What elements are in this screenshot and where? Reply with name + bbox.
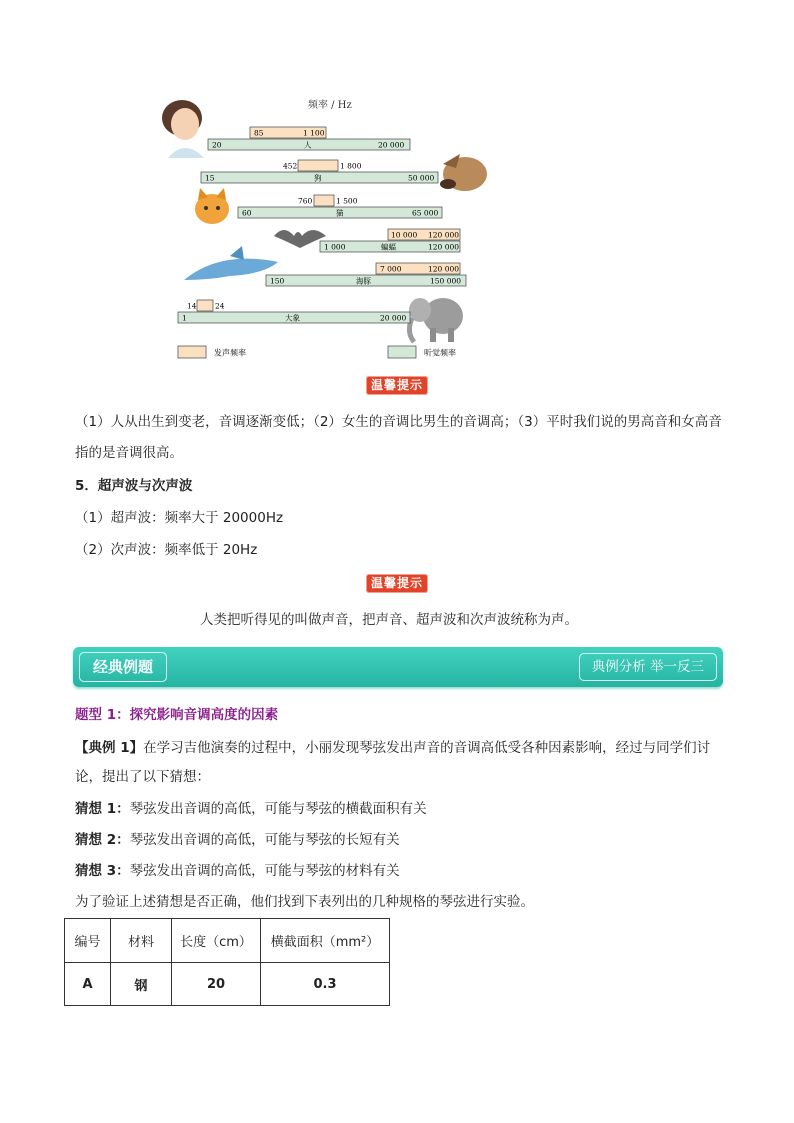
dolphin-icon — [184, 246, 278, 280]
guess3-line — [75, 861, 400, 881]
tip2-text: 人类把听得见的叫做声音，把声音、超声波和次声波统称为声。 — [200, 612, 578, 628]
emit-high-label: 1 100 — [303, 128, 325, 138]
table-header-cell: 材料 — [111, 919, 172, 963]
section-banner — [73, 647, 723, 687]
legend-hear-label: 听觉频率 — [424, 348, 456, 358]
frequency-range-figure — [160, 96, 500, 366]
legend-emit-swatch — [178, 346, 206, 358]
hear-high-label: 65 000 — [412, 208, 439, 218]
emit-high-label: 1 500 — [336, 196, 358, 206]
table-header-row — [65, 919, 390, 963]
hear-low-label: 1 000 — [324, 242, 346, 252]
person-icon — [162, 100, 204, 158]
emit-low-label: 10 000 — [391, 230, 418, 240]
tip1-text: （1）人从出生到变老，音调逐渐变低；（2）女生的音调比男生的音调高；（3）平时我们说的男高音和女高音指的是音调很高。 — [75, 414, 722, 461]
hear-high-label: 20 000 — [378, 140, 405, 150]
type1-heading: 题型 1：探究影响音调高度的因素 — [75, 707, 279, 723]
animal-name: 猫 — [336, 208, 344, 218]
animal-name: 海豚 — [356, 276, 371, 286]
emit-high-label: 24 — [215, 301, 225, 311]
section5-line2: （2）次声波：频率低于 20Hz — [75, 542, 258, 558]
section5-heading: 5．超声波与次声波 — [75, 478, 193, 494]
section5-line1: （1）超声波：频率大于 20000Hz — [75, 510, 284, 526]
table-header-cell: 横截面积（mm²） — [261, 919, 390, 963]
emit-low-label: 760 — [298, 196, 313, 206]
guess2-label: 猜想 2： — [75, 832, 130, 848]
guess1-line — [75, 799, 427, 819]
animal-name: 大象 — [285, 313, 300, 323]
guess2-line — [75, 830, 400, 850]
example-text: 在学习吉他演奏的过程中，小丽发现琴弦发出声音的音调高低受各种因素影响，经过与同学们讨论，提出了以下猜想： — [75, 740, 711, 785]
verify-text: 为了验证上述猜想是否正确，他们找到下表列出的几种规格的琴弦进行实验。 — [75, 894, 534, 910]
hear-low-label: 15 — [205, 173, 215, 183]
cat-icon — [195, 188, 229, 224]
animal-name: 人 — [304, 140, 312, 150]
guess1-label: 猜想 1： — [75, 801, 130, 817]
table-header-cell: 长度（cm） — [172, 919, 261, 963]
hear-high-label: 50 000 — [408, 173, 435, 183]
hear-low-label: 150 — [270, 276, 285, 286]
animal-name: 狗 — [314, 173, 322, 183]
emit-bar — [314, 195, 334, 206]
tip-badge: 温馨提示 — [366, 376, 428, 395]
hear-high-label: 20 000 — [380, 313, 407, 323]
guess1-text: 琴弦发出音调的高低，可能与琴弦的横截面积有关 — [129, 801, 427, 817]
hear-low-label: 60 — [242, 208, 252, 218]
animal-name: 蝙蝠 — [381, 242, 396, 252]
hear-high-label: 120 000 — [428, 242, 460, 252]
example-label: 【典例 1】 — [75, 740, 144, 756]
banner-title: 经典例题 — [79, 652, 167, 682]
table-cell: 钢 — [111, 963, 172, 1006]
table-cell: A — [65, 963, 111, 1006]
hear-low-label: 20 — [212, 140, 222, 150]
banner-subtitle: 典例分析 举一反三 — [579, 653, 717, 681]
emit-high-label: 120 000 — [428, 230, 460, 240]
string-spec-table — [64, 918, 390, 1006]
emit-bar — [298, 160, 338, 171]
tip-badge-2: 温馨提示 — [366, 574, 428, 593]
figure-axis-title: 频率 / Hz — [308, 100, 352, 111]
hear-low-label: 1 — [182, 313, 187, 323]
dog-icon — [440, 154, 487, 191]
table-cell: 0.3 — [261, 963, 390, 1006]
emit-high-label: 1 800 — [340, 161, 362, 171]
guess3-text: 琴弦发出音调的高低，可能与琴弦的材料有关 — [129, 863, 400, 879]
elephant-icon — [409, 298, 463, 342]
table-cell: 20 — [172, 963, 261, 1006]
guess2-text: 琴弦发出音调的高低，可能与琴弦的长短有关 — [129, 832, 400, 848]
guess3-label: 猜想 3： — [75, 863, 130, 879]
emit-low-label: 7 000 — [380, 264, 402, 274]
table-header-cell: 编号 — [65, 919, 111, 963]
emit-bar — [197, 300, 213, 311]
emit-low-label: 14 — [187, 301, 197, 311]
hear-high-label: 150 000 — [430, 276, 462, 286]
table-row — [65, 963, 390, 1006]
emit-high-label: 120 000 — [428, 264, 460, 274]
emit-low-label: 85 — [254, 128, 264, 138]
example-paragraph — [75, 734, 725, 792]
legend-hear-swatch — [388, 346, 416, 358]
bat-icon — [274, 230, 326, 248]
emit-low-label: 452 — [283, 161, 298, 171]
legend-emit-label: 发声频率 — [214, 348, 246, 358]
